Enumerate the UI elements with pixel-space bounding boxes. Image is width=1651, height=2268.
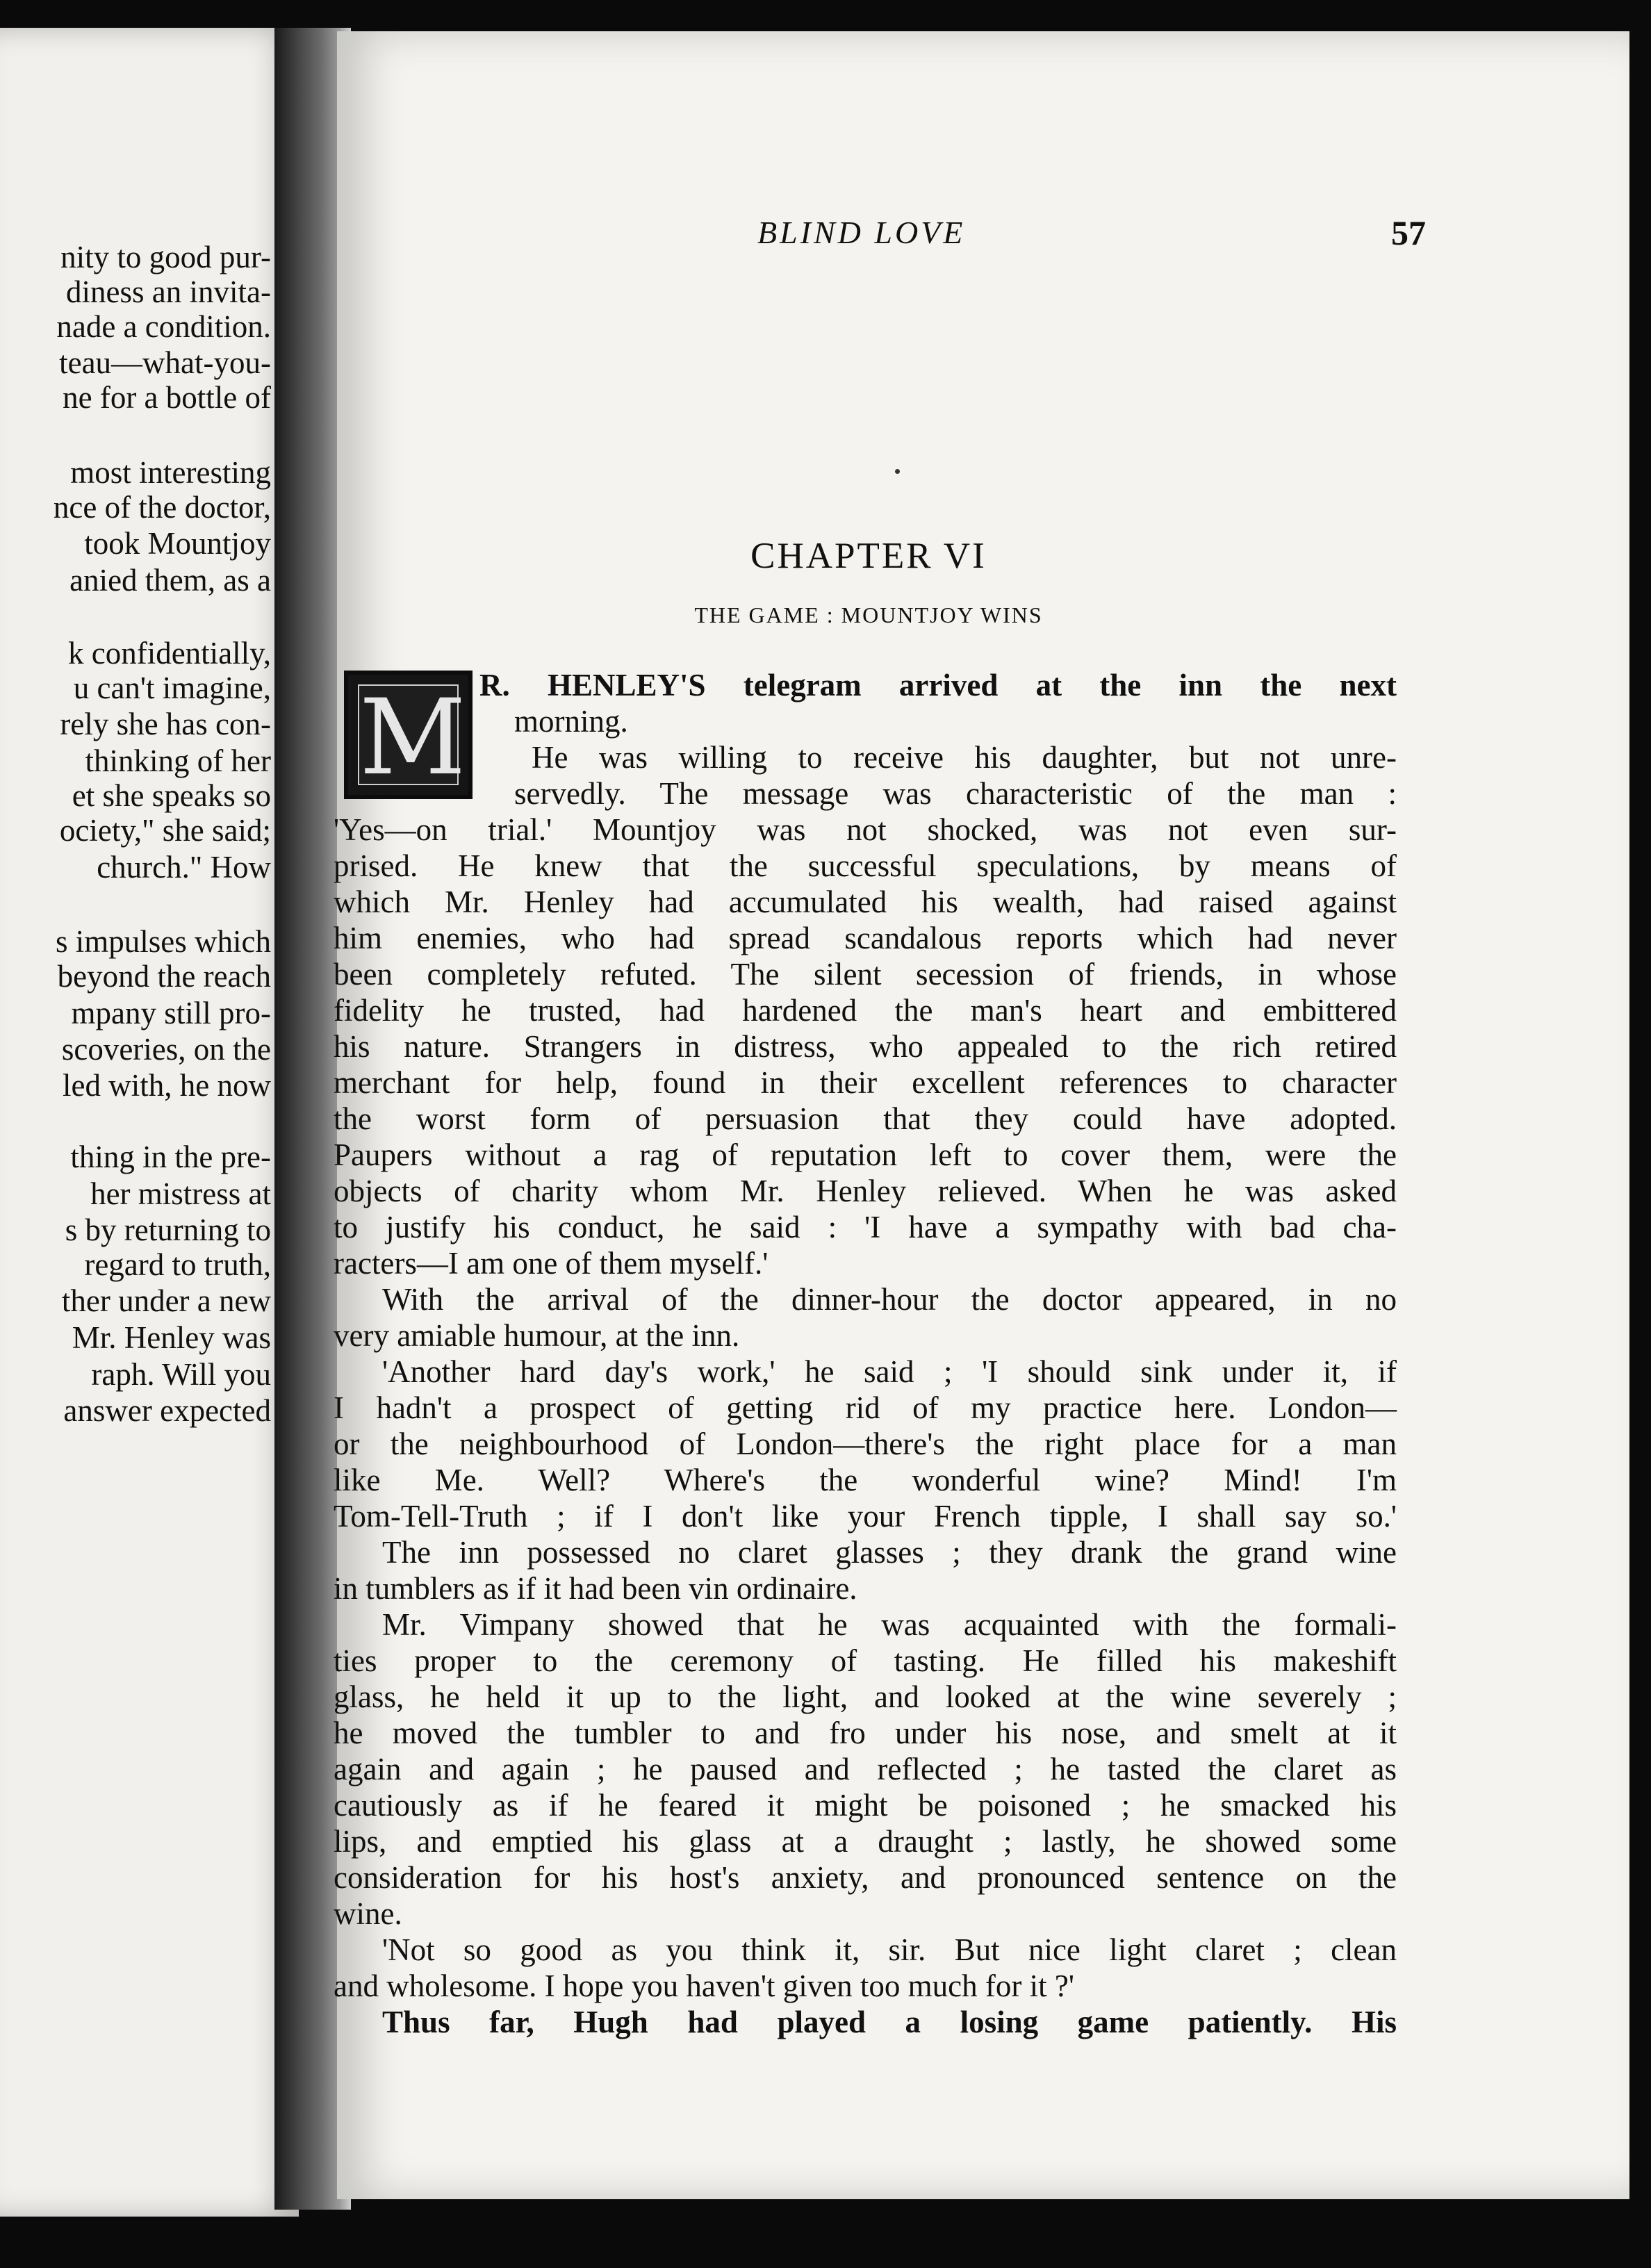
- left-page-line: thinking of her: [85, 743, 271, 778]
- body-text-line: wine.: [334, 1896, 402, 1931]
- body-text-line: ties proper to the ceremony of tasting. He filled his makeshift: [334, 1643, 1397, 1678]
- body-text-line: lips, and emptied his glass at a draught ; lastly, he showed some: [334, 1824, 1397, 1859]
- left-page-line: Mr. Henley was: [72, 1320, 271, 1355]
- body-text-line: Paupers without a rag of reputation left to cover them, were the: [334, 1137, 1397, 1172]
- body-text-line: he moved the tumbler to and fro under his nose, and smelt at it: [334, 1716, 1397, 1750]
- page-speck: [895, 469, 900, 474]
- left-page-line: took Mountjoy: [84, 526, 271, 561]
- body-text-line: 'Not so good as you think it, sir. But nice light claret ; clean: [382, 1932, 1397, 1967]
- body-text-line: With the arrival of the dinner-hour the doctor appeared, in no: [382, 1282, 1397, 1317]
- left-page-line: ociety," she said;: [59, 813, 271, 848]
- left-page-line: anied them, as a: [69, 563, 271, 598]
- body-text-line: cautiously as if he feared it might be poisoned ; he smacked his: [334, 1788, 1397, 1823]
- body-text-line: which Mr. Henley had accumulated his wealth, had raised against: [334, 885, 1397, 919]
- body-text-line: Mr. Vimpany showed that he was acquainted with the formali-: [382, 1607, 1397, 1642]
- body-text-line: to justify his conduct, he said : 'I have a sympathy with bad cha-: [334, 1210, 1397, 1244]
- page-number: 57: [1391, 213, 1426, 252]
- body-text-line: Thus far, Hugh had played a losing game patiently. His: [382, 2005, 1397, 2039]
- left-page-line: k confidentially,: [68, 636, 271, 671]
- left-page-line: led with, he now: [63, 1068, 271, 1103]
- left-page-line: ne for a bottle of: [63, 380, 271, 415]
- body-text-line: in tumblers as if it had been vin ordinaire.: [334, 1571, 857, 1606]
- ornamental-drop-cap: [344, 671, 473, 799]
- body-text-line: been completely refuted. The silent secession of friends, in whose: [334, 957, 1397, 992]
- opening-line: R. HENLEY'S telegram arrived at the inn the next: [479, 668, 1397, 702]
- running-head: BLIND LOVE: [757, 215, 966, 250]
- left-page-line: mpany still pro-: [71, 996, 271, 1030]
- left-page-line: regard to truth,: [84, 1247, 271, 1282]
- body-text-line: He was willing to receive his daughter, but not unre-: [532, 740, 1397, 775]
- body-text-line: prised. He knew that the successful speculations, by means of: [334, 848, 1397, 883]
- chapter-subtitle: THE GAME : MOUNTJOY WINS: [694, 602, 1043, 627]
- body-text-line: merchant for help, found in their excellent references to character: [334, 1065, 1397, 1100]
- body-text-line: again and again ; he paused and reflected ; he tasted the claret as: [334, 1752, 1397, 1786]
- left-page-line: et she speaks so: [72, 778, 271, 813]
- body-text-line: I hadn't a prospect of getting rid of my practice here. London—: [334, 1390, 1397, 1425]
- left-page-line: nce of the doctor,: [53, 490, 271, 525]
- body-text-line: glass, he held it up to the light, and looked at the wine severely ;: [334, 1679, 1397, 1714]
- body-text-line: racters—I am one of them myself.': [334, 1246, 769, 1281]
- body-text-line: The inn possessed no claret glasses ; they drank the grand wine: [382, 1535, 1397, 1570]
- left-page-line: raph. Will you: [91, 1357, 271, 1392]
- drop-cap-frame: [358, 677, 466, 798]
- left-page-line: u can't imagine,: [73, 671, 271, 705]
- drop-cap-letter: M: [359, 677, 466, 798]
- left-page-line: thing in the pre-: [70, 1140, 271, 1174]
- body-text-line: his nature. Strangers in distress, who appealed to the rich retired: [334, 1029, 1397, 1064]
- left-page-line: diness an invita-: [66, 274, 271, 309]
- left-page-line: ther under a new: [61, 1283, 271, 1318]
- chapter-title: CHAPTER VI: [750, 536, 987, 576]
- left-page-line: s impulses which: [56, 924, 271, 959]
- left-page-line: rely she has con-: [60, 707, 271, 741]
- body-text-line: fidelity he trusted, had hardened the man's heart and embittered: [334, 993, 1397, 1028]
- left-page: [0, 28, 299, 2217]
- body-text-line: like Me. Well? Where's the wonderful wine? Mind! I'm: [334, 1463, 1397, 1497]
- left-page-line: scoveries, on the: [61, 1032, 271, 1067]
- body-text-line: servedly. The message was characteristic of the man :: [514, 776, 1397, 811]
- body-text-line: morning.: [514, 704, 628, 739]
- left-page-line: nity to good pur-: [60, 240, 271, 274]
- left-page-line: beyond the reach: [57, 959, 271, 994]
- body-text-line: consideration for his host's anxiety, and pronounced sentence on the: [334, 1860, 1397, 1895]
- body-text-line: very amiable humour, at the inn.: [334, 1318, 740, 1353]
- left-page-line: most interesting: [70, 455, 271, 490]
- left-page-line: nade a condition.: [56, 309, 271, 344]
- left-page-line: church." How: [97, 850, 271, 885]
- body-text-line: him enemies, who had spread scandalous reports which had never: [334, 921, 1397, 955]
- body-text-line: 'Another hard day's work,' he said ; 'I should sink under it, if: [382, 1354, 1397, 1389]
- left-page-line: teau—what-you-: [59, 345, 271, 380]
- body-text-line: the worst form of persuasion that they could have adopted.: [334, 1101, 1397, 1136]
- body-text-line: 'Yes—on trial.' Mountjoy was not shocked, was not even sur-: [334, 812, 1397, 847]
- body-text-line: Tom-Tell-Truth ; if I don't like your French tipple, I shall say so.': [334, 1499, 1397, 1534]
- left-page-line: s by returning to: [65, 1213, 271, 1247]
- left-page-line: her mistress at: [90, 1176, 271, 1211]
- body-text-line: objects of charity whom Mr. Henley relieved. When he was asked: [334, 1174, 1397, 1208]
- body-text-line: and wholesome. I hope you haven't given too much for it ?': [334, 1969, 1074, 2003]
- left-page-line: answer expected: [63, 1393, 271, 1428]
- body-text-line: or the neighbourhood of London—there's the right place for a man: [334, 1427, 1397, 1461]
